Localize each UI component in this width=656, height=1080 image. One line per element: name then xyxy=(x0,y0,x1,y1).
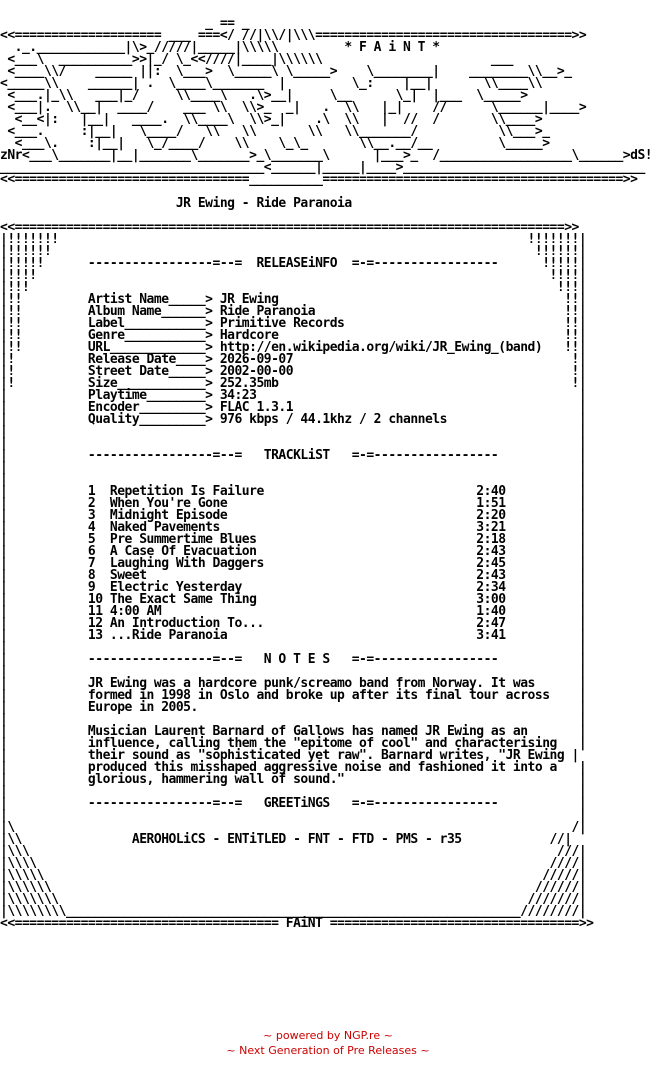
site-footer xyxy=(0,1028,656,1058)
nfo-line: <___|. \\__| ____/ ___ \\ \\>_ _| . \\ |_| // \______|____> xyxy=(0,100,609,115)
nfo-line: | 12 An Introduction To... 2:47 | xyxy=(0,616,587,631)
nfo-line: |!! Artist Name_____> JR Ewing !!| xyxy=(0,292,587,307)
nfo-line: <___\. :|__| \_/____/ \\ \_\_ \\__.__/__ \_____> xyxy=(0,136,587,151)
nfo-line: | -----------------=--= N O T E S =-=----------------- | xyxy=(0,652,587,667)
nfo-line: | 4 Naked Pavements 3:21 | xyxy=(0,520,587,535)
nfo-line: | influence, calling them the "epitome of cool" and characterising | xyxy=(0,736,587,751)
nfo-line: | -----------------=--= GREETiNGS =-=----------------- | xyxy=(0,796,587,811)
tagline-link[interactable]: ~ Next Generation of Pre Releases ~ xyxy=(226,1044,430,1057)
nfo-line: |\\\\\\ //////| xyxy=(0,880,587,895)
nfo-line: | produced this misshaped aggressive noise and fashioned it into a | xyxy=(0,760,587,775)
nfo-line: |!!!!!! !!!!!!| xyxy=(0,244,587,259)
nfo-line: |\\\\\\\\______________________________________________________________////////| xyxy=(0,904,587,919)
nfo-line: ._.____________|\>_/////|_____|\\\\\ * F A i N T * xyxy=(0,40,565,55)
nfo-line: <<===========================================================================>> xyxy=(0,220,579,235)
nfo-line: |! Street Date_____> 2002-00-00 !| xyxy=(0,364,587,379)
nfo-line: <<================================__________=========================================>> xyxy=(0,172,638,187)
nfo-line: | 6 A Case Of Evacuation 2:43 | xyxy=(0,544,587,559)
nfo-line: |!! Label___________> Primitive Records !!| xyxy=(0,316,587,331)
nfo-line: | 7 Laughing With Daggers 2:45 | xyxy=(0,556,587,571)
nfo-line: | | xyxy=(0,640,587,655)
nfo-line: | Encoder_________> FLAC 1.3.1 | xyxy=(0,400,587,415)
nfo-line: |! Size____________> 252.35mb !| xyxy=(0,376,587,391)
nfo-line: |!! Album Name______> Ride Paranoia !!| xyxy=(0,304,587,319)
nfo-line: | -----------------=--= TRACKLiST =-=----------------- | xyxy=(0,448,587,463)
nfo-line: |!! URL_____________> http://en.wikipedia.org/wiki/JR_Ewing_(band) !!| xyxy=(0,340,587,355)
nfo-line: |\\\\\\\ ///////| xyxy=(0,892,587,907)
nfo-line: |!!! !!!| xyxy=(0,280,587,295)
nfo-line: zNr<___\_______|__|_______\_______>_\_______\ |___>_ /__________________\______>dS! xyxy=(0,148,653,163)
nfo-line: | JR Ewing was a hardcore punk/screamo band from Norway. It was | xyxy=(0,676,587,691)
nfo-line: | | xyxy=(0,664,587,679)
nfo-line: | 3 Midnight Episode 2:20 | xyxy=(0,508,587,523)
nfo-line: | | xyxy=(0,712,587,727)
nfo-line: |! Release Date____> 2026-09-07 !| xyxy=(0,352,587,367)
nfo-line: | 11 4:00 AM 1:40 | xyxy=(0,604,587,619)
nfo-line: | 1 Repetition Is Failure 2:40 | xyxy=(0,484,587,499)
nfo-line: ____________________________________<______|_____|____>_________________________________ xyxy=(0,160,645,175)
nfo-text-block xyxy=(0,16,653,931)
nfo-line: <<==================================== FAiNT ==================================>> xyxy=(0,916,594,931)
nfo-line: | formed in 1998 in Oslo and broke up after its final tour across | xyxy=(0,688,587,703)
nfo-line: |!!!! !!!!| xyxy=(0,268,587,283)
nfo-line: | 10 The Exact Same Thing 3:00 | xyxy=(0,592,587,607)
nfo-line: | 8 Sweet 2:43 | xyxy=(0,568,587,583)
nfo-line: |!!!!! -----------------=--= RELEASEiNFO =-=----------------- !!!!!| xyxy=(0,256,587,271)
nfo-line: <____\\/ _____ ||: \___> \_____\ \_____> \________| ________\\__>_ xyxy=(0,64,609,79)
nfo-line: JR Ewing - Ride Paranoia xyxy=(0,196,352,211)
nfo-line: <___. :|__| \____/ \\ \\ \\ \\_______/ \\___>_ xyxy=(0,124,579,139)
nfo-line: | Europe in 2005. | xyxy=(0,700,587,715)
nfo-line: | Quality_________> 976 kbps / 44.1khz / 2 channels | xyxy=(0,412,587,427)
nfo-line: | Playtime________> 34:23 | xyxy=(0,388,587,403)
nfo-line: |!! Genre___________> Hardcore !!| xyxy=(0,328,587,343)
nfo-line: | | xyxy=(0,808,587,823)
nfo-line: |\ /| xyxy=(0,820,587,835)
powered-by-link[interactable]: ~ powered by NGP.re ~ xyxy=(263,1029,393,1042)
nfo-line: |!!!!!!! !!!!!!!| xyxy=(0,232,587,247)
nfo-line: | glorious, hammering wall of sound." | xyxy=(0,772,587,787)
nfo-line: | 2 When You're Gone 1:51 | xyxy=(0,496,587,511)
nfo-line: |\\\\\ /////| xyxy=(0,868,587,883)
nfo-line: | 13 ...Ride Paranoia 3:41 | xyxy=(0,628,587,643)
nfo-line: | | xyxy=(0,436,587,451)
nfo-line: <__<|: |__| ____. \\____\ \\>_| .\ \\ | // / \\____> xyxy=(0,112,572,127)
nfo-line: | | xyxy=(0,472,587,487)
nfo-line: | | xyxy=(0,784,587,799)
nfo-line: <_____\\ ______| . \____\_______ | \_: |__| \\____\\ xyxy=(0,76,557,91)
nfo-line: _ == _ xyxy=(0,16,645,31)
nfo-line: <___\ __________>>|_/ \_<<////|____|\\\\\\ ___ xyxy=(0,52,587,67)
nfo-line: | 9 Electric Yesterday 2:34 | xyxy=(0,580,587,595)
nfo-line: |\\ AEROHOLiCS - ENTiTLED - FNT - FTD - PMS - r35 //| xyxy=(0,832,572,847)
nfo-line: <<==================== ___ ===</ //|\\/|\\\===================================>> xyxy=(0,28,587,43)
nfo-line: | | xyxy=(0,424,587,439)
nfo-line: | Musician Laurent Barnard of Gallows has named JR Ewing as an | xyxy=(0,724,587,739)
nfo-line: | 5 Pre Summertime Blues 2:18 | xyxy=(0,532,587,547)
nfo-line: <___.|_\\ ___|_/ \\____\ .\>__| \__ \_| |___ \_____> xyxy=(0,88,550,103)
nfo-line: |\\\\ ////| xyxy=(0,856,587,871)
nfo-line: | | xyxy=(0,460,587,475)
nfo-line: | their sound as "sophisticated yet raw". Barnard writes, "JR Ewing | xyxy=(0,748,579,763)
nfo-line: |\\\ ///| xyxy=(0,844,587,859)
